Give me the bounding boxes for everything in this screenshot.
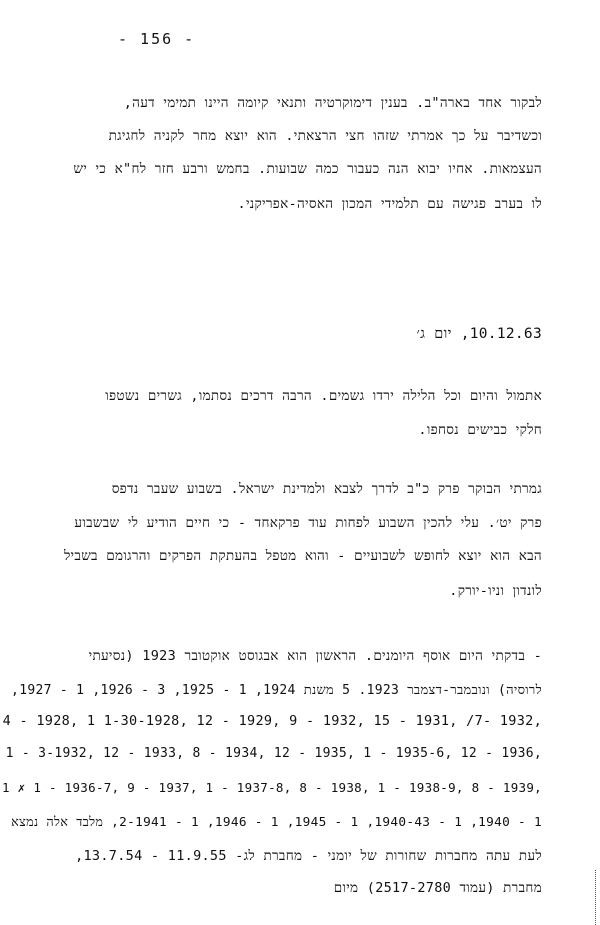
paragraph-3-line: הבא הוא יוצא לחופש לשבועיים - והוא מטפל בהעתקת הפרקים והרגומם בשביל xyxy=(63,548,542,564)
paragraph-4-line: - בדקתי היום אוסף היומנים. הראשון הוא אבגוסט אוקטובר 1923 (נסיעתי xyxy=(88,648,542,664)
paragraph-4-line: לרוסיה) ונובמבר-דצמבר 1923. 5 משנת 1924, 1 - 1925, 3 - 1926, 1 - 1927, xyxy=(11,683,542,698)
paragraph-4-line: 4 - 1928, 1 1-30-1928, 12 - 1929, 9 - 1932, 15 - 1931, /7- 1932, xyxy=(2,713,542,729)
paragraph-2-line: חלקי כבישים נסחפו. xyxy=(418,422,542,438)
paragraph-1-line: וכשדיבר על כך אמרתי שזהו חצי הרצאתי. הוא יוצא מחר לקניה לחגיגת xyxy=(108,128,542,144)
paragraph-4-line: מחברת (עמוד 2517-2780) מיום xyxy=(333,880,542,896)
paragraph-2-line: אתמול והיום וכל הלילה ירדו גשמים. הרבה דרכים נסתמו, גשרים נשטפו xyxy=(105,388,542,404)
paragraph-3-line: פרק יט׳. עלי להכין השבוע לפחות עוד פרקאחד - כי חיים הודיע לי שבשבוע xyxy=(74,515,542,531)
page-edge-mark xyxy=(595,870,599,925)
paragraph-3-line: גמרתי הבוקר פרק כ"ב לדרך לצבא ולמדינת ישראל. בשבוע שעבר נדפס xyxy=(111,481,542,497)
paragraph-4-line: לעת עתה מחברות שחורות של יומני - מחברת לג- 11.9.55 - 13.7.54, xyxy=(75,848,542,864)
paragraph-4-line: 1 - 1940, 1 - 1940-43, 1 - 1945, 1 - 1946, 1 - 2-1941, מלבד אלה נמצא xyxy=(11,815,542,830)
page-number: - 156 - xyxy=(118,30,196,48)
paragraph-3-line: לונדון וניו-יורק. xyxy=(449,583,542,599)
paragraph-1-line: לבקור אחד בארה"ב. בענין דימוקרטיה ותנאי קיומה היינו תמימי דעה, xyxy=(123,95,542,111)
date-heading: 10.12.63, יום ג׳ xyxy=(416,326,542,342)
paragraph-4-line: 1 - 3-1932, 12 - 1933, 8 - 1934, 12 - 1935, 1 - 1935-6, 12 - 1936, xyxy=(5,746,542,761)
paragraph-4-line: 1 ✗ 1 - 1936-7, 9 - 1937, 1 - 1937-8, 8 - 1938, 1 - 1938-9, 8 - 1939, xyxy=(2,780,542,795)
paragraph-1-line: העצמאות. אחיו יבוא הנה כעבור כמה שבועות. בחמש ורבע חזר לח"א כי יש xyxy=(73,161,542,177)
paragraph-1-line: לו בערב פגישה עם תלמידי המכון האסיה-אפריקני. xyxy=(237,196,542,212)
